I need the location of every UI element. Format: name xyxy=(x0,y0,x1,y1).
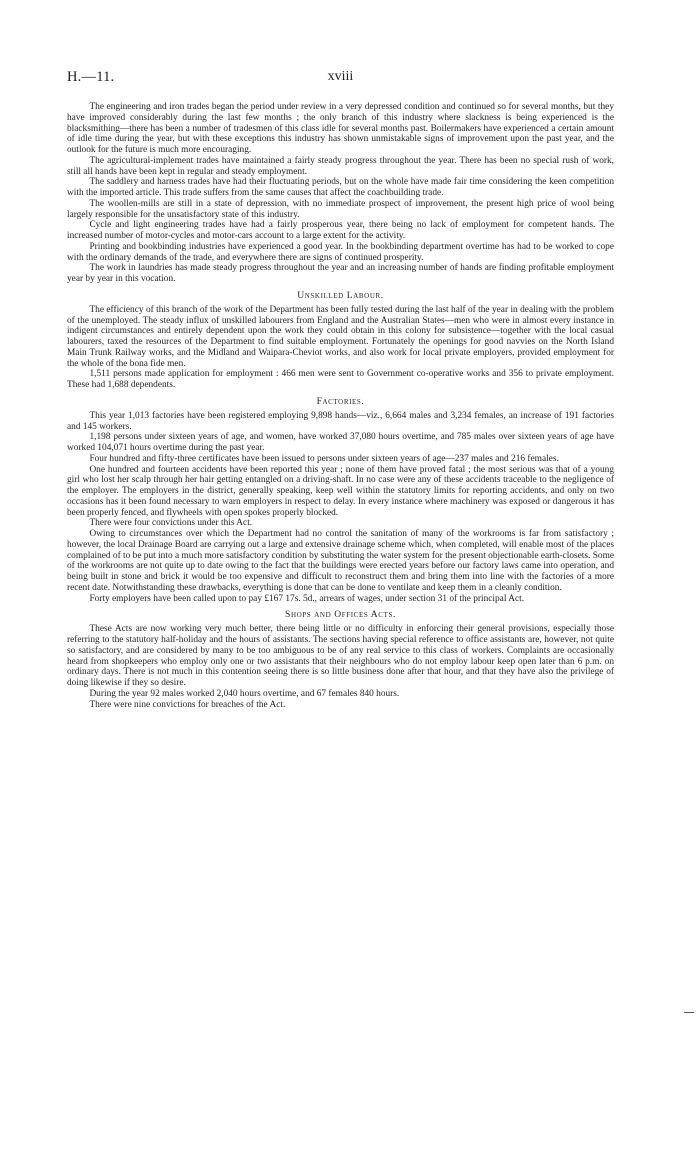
shops-offices-section xyxy=(67,609,614,710)
factories-section xyxy=(67,396,614,605)
paragraph-printing: Printing and bookbinding industries have experienced a good year. In the bookbinding department overtime has had to be worked to cope with the ordinary demands of the trade, and everywhere there are signs of continued prosperity. xyxy=(67,241,614,263)
report-code: H.—11. xyxy=(67,69,115,85)
page-header xyxy=(67,69,614,92)
paragraph-agricultural: The agricultural-implement trades have maintained a fairly steady progress throughout the year. There has been no special rush of work, still all hands have been kept in regular and steady employment. xyxy=(67,155,614,177)
paragraph-factories-certificates: Four hundred and fifty-three certificates have been issued to persons under sixteen years of age—237 males and 216 females. xyxy=(89,453,559,464)
paragraph-factories-accidents: One hundred and fourteen accidents have been reported this year ; none of them have proved fatal ; the most serious was that of a young girl who lost her scalp through her hair getting entangled on a driving-shaft. In no case were any of these accidents traceable to the negligence of the employer. The employers in the district, generally speaking, keep well within the statutory limits for reporting accidents, and only on two occasions has it been found necessary to warn employers in respect to delay. In every instance where machinery was exposed or dangerous it has been properly fenced, and flywheels with open spokes properly blocked. xyxy=(67,464,614,518)
section-heading-shops: Shops and Offices Acts. xyxy=(285,609,396,621)
trades-section xyxy=(67,102,614,285)
paragraph-cycle: Cycle and light engineering trades have had a fairly prosperous year, there being no lack of employment for competent hands. The increased number of motor-cycles and motor-cars account to a large extent for the activity. xyxy=(67,220,614,241)
paragraph-factories-sanitation: Owing to circumstances over which the Department had no control the sanitation of many of the workrooms is far from satisfactory ; however, the local Drainage Board are carrying out a large and extensive drainage scheme which, when completed, will enable most of the places complained of to be put into a much more satisfactory condition by substituting the water system for the present objectionable earth-closets. Some of the workrooms are not quite up to date owing to the fact that the buildings were erected years before our factory laws came into operation, and being built in stone and brick it would be too expensive and difficult to reconstruct them and bring them into line with the factories of a more recent date. Notwithstanding these drawbacks, everything is done that can be done to ventilate and keep them in a cleanly condition. xyxy=(67,529,614,593)
paragraph-factories-registered: This year 1,013 factories have been registered employing 9,898 hands—viz., 6,664 males and 3,234 females, an increase of 191 factories and 145 workers. xyxy=(67,410,614,432)
margin-mark xyxy=(684,1012,694,1013)
paragraph-shops-convictions: There were nine convictions for breaches of the Act. xyxy=(89,699,286,710)
paragraph-unskilled-applications: 1,511 persons made application for employment : 466 men were sent to Government co-operative works and 356 to private employment. These had 1,688 dependents. xyxy=(67,369,614,390)
paragraph-factories-overtime: 1,198 persons under sixteen years of age, and women, have worked 37,080 hours overtime, and 785 males over sixteen years of age have worked 104,071 hours overtime during the past year. xyxy=(67,432,614,453)
paragraph-engineering: The engineering and iron trades began the period under review in a very depressed condition and continued so for several months, but they have improved considerably during the last few months ; the only branch of this industry where slackness is being experienced is the blacksmithing—there has been a number of tradesmen of this class idle for several months past. Boilermakers have experienced a certain amount of idle time during the year, but with these exceptions this industry has shown unmistakable signs of improvement upon the past year, and the outlook for the future is much more encouraging. xyxy=(67,102,614,155)
paragraph-laundries: The work in laundries has made steady progress throughout the year and an increasing number of hands are finding profitable employment year by year in this vocation. xyxy=(67,263,614,284)
section-heading-factories: Factories. xyxy=(316,395,365,407)
paragraph-unskilled-efficiency: The efficiency of this branch of the work of the Department has been fully tested during the last half of the year in dealing with the problem of the unemployed. The steady influx of unskilled labourers from England and the Australian States—men who were in almost every instance in indigent circumstances and entirely dependent upon the work they could obtain in this colony for subsistence—together with the local casual labourers, taxed the resources of the Department to find suitable employment. Fortunately the openings for good navvies on the North Island Main Trunk Railway works, and the Midland and Waipara-Cheviot works, and also work for local private employers, provided employment for the whole of the bona fide men. xyxy=(67,304,614,369)
paragraph-shops-overtime: During the year 92 males worked 2,040 hours overtime, and 67 females 840 hours. xyxy=(89,688,400,699)
page-number: xviii xyxy=(327,69,354,84)
paragraph-factories-convictions: There were four convictions under this Act. xyxy=(89,518,253,529)
unskilled-labour-section xyxy=(67,290,614,391)
paragraph-shops-working: These Acts are now working very much better, there being little or no difficulty in enforcing their general provisions, especially those referring to the statutory half-holiday and the hours of assistants. The sections having special reference to office assistants are, however, not quite so satisfactory, and are considered by many to be too ambiguous to be of any real service to this class of workers. Complaints are occasionally heard from shopkeepers who employ only one or two assistants that their neighbours who do not employ labour keep open later than 6 p.m. on ordinary days. There is not much in this contention seeing there is so little business done after that hour, and that they have also the privilege of doing likewise if they so desire. xyxy=(67,624,614,688)
paragraph-saddlery: The saddlery and harness trades have had their fluctuating periods, but on the whole have made fair time considering the keen competition with the imported article. This trade suffers from the same causes that affect the coachbuilding trade. xyxy=(67,177,614,198)
paragraph-factories-arrears: Forty employers have been called upon to pay £167 17s. 5d., arrears of wages, under section 31 of the principal Act. xyxy=(89,593,525,604)
section-heading-unskilled: Unskilled Labour. xyxy=(297,289,384,301)
paragraph-woollen-mills: The woollen-mills are still in a state of depression, with no immediate prospect of improvement, the present high price of wool being largely responsible for the unsatisfactory state of this industry. xyxy=(67,198,614,220)
